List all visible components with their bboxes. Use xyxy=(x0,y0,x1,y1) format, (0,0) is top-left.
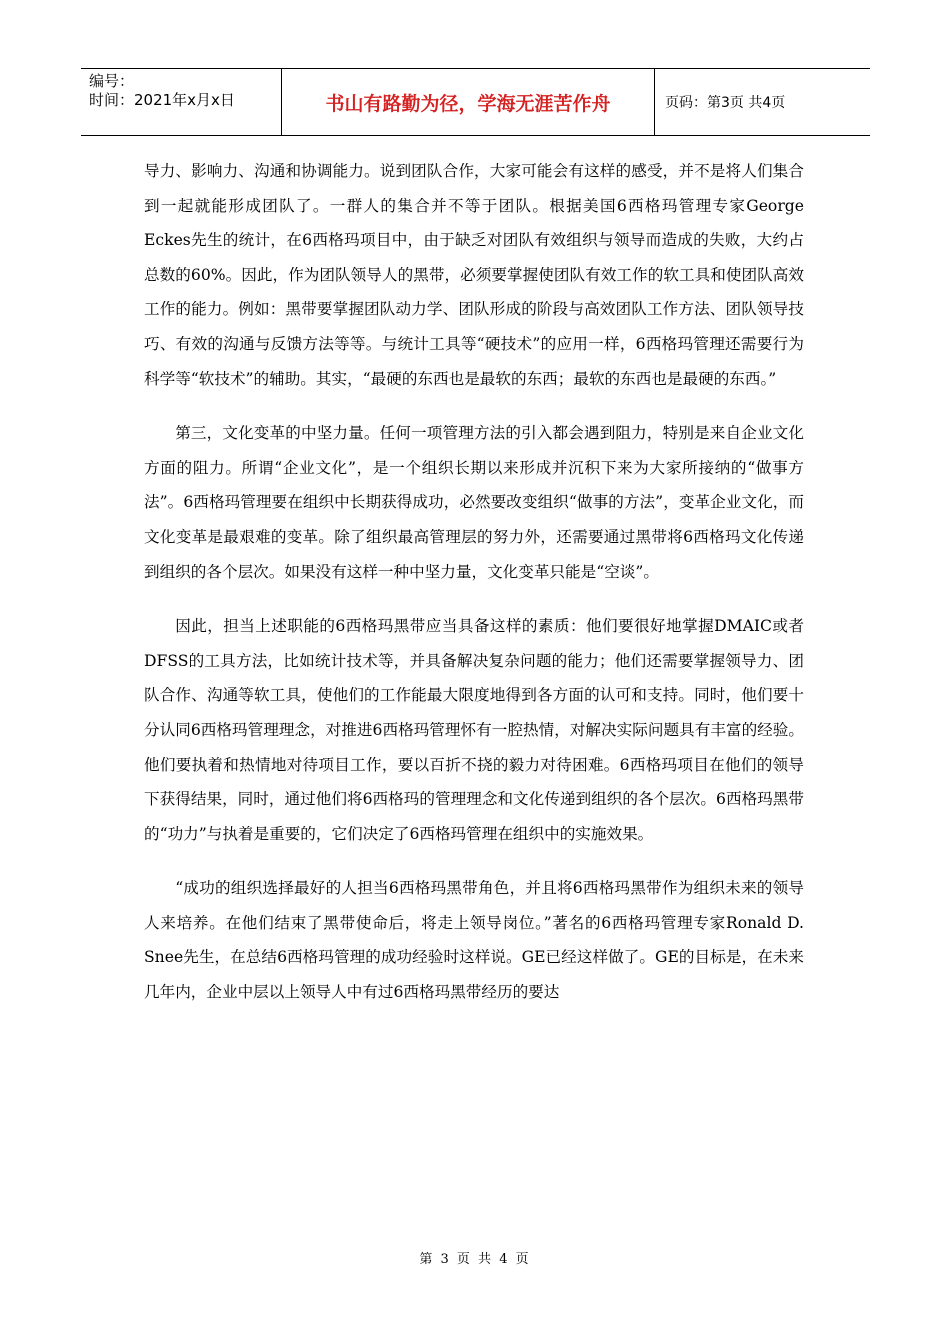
header-motto: 书山有路勤为径，学海无涯苦作舟 xyxy=(282,69,655,135)
body-paragraph-4: “成功的组织选择最好的人担当6西格玛黑带角色，并且将6西格玛黑带作为组织未来的领导人来培养。在他们结束了黑带使命后，将走上领导岗位。”著名的6西格玛管理专家Ronald D. Snee先生，在总结6西格玛管理的成功经验时这样说。GE已经这样做了。GE的目标是，在未来几年内，企业中层以上领导人中有过6西格玛黑带经历的要达 xyxy=(144,879,804,1002)
page-header xyxy=(81,68,870,136)
header-meta xyxy=(81,69,282,135)
body-paragraph-3: 因此，担当上述职能的6西格玛黑带应当具备这样的素质：他们要很好地掌握DMAIC或者DFSS的工具方法，比如统计技术等，并具备解决复杂问题的能力；他们还需要掌握领导力、团队合作、沟通等软工具，使他们的工作能最大限度地得到各方面的认可和支持。同时，他们要十分认同6西格玛管理理念，对推进6西格玛管理怀有一腔热情，对解决实际问题具有丰富的经验。他们要执着和热情地对待项目工作，要以百折不挠的毅力对待困难。6西格玛项目在他们的领导下获得结果，同时，通过他们将6西格玛的管理理念和文化传递到组织的各个层次。6西格玛黑带的“功力”与执着是重要的，它们决定了6西格玛管理在组织中的实施效果。 xyxy=(144,617,804,843)
page-footer: 第 3 页 共 4 页 xyxy=(419,1252,531,1267)
document-body xyxy=(144,154,804,1030)
header-page-number: 页码：第3页 共4页 xyxy=(665,95,786,111)
body-paragraph-2: 第三，文化变革的中坚力量。任何一项管理方法的引入都会遇到阻力，特别是来自企业文化方面的阻力。所谓“企业文化”，是一个组织长期以来形成并沉积下来为大家所接纳的“做事方法”。6西格玛管理要在组织中长期获得成功，必然要改变组织“做事的方法”，变革企业文化，而文化变革是最艰难的变革。除了组织最高管理层的努力外，还需要通过黑带将6西格玛文化传递到组织的各个层次。如果没有这样一种中坚力量，文化变革只能是“空谈”。 xyxy=(144,424,804,581)
document-number-label: 编号： xyxy=(89,72,135,90)
body-paragraph-1: 导力、影响力、沟通和协调能力。说到团队合作，大家可能会有这样的感受，并不是将人们集合到一起就能形成团队了。一群人的集合并不等于团队。根据美国6西格玛管理专家George Eckes先生的统计，在6西格玛项目中，由于缺乏对团队有效组织与领导而造成的失败，大约占总数的60%。因此，作为团队领导人的黑带，必须要掌握使团队有效工作的软工具和使团队高效工作的能力。例如：黑带要掌握团队动力学、团队形成的阶段与高效团队工作方法、团队领导技巧、有效的沟通与反馈方法等等。与统计工具等“硬技术”的应用一样，6西格玛管理还需要行为科学等“软技术”的辅助。其实，“最硬的东西也是最软的东西；最软的东西也是最硬的东西。” xyxy=(144,162,804,388)
document-time-label: 时间：2021年x月x日 xyxy=(89,91,235,109)
